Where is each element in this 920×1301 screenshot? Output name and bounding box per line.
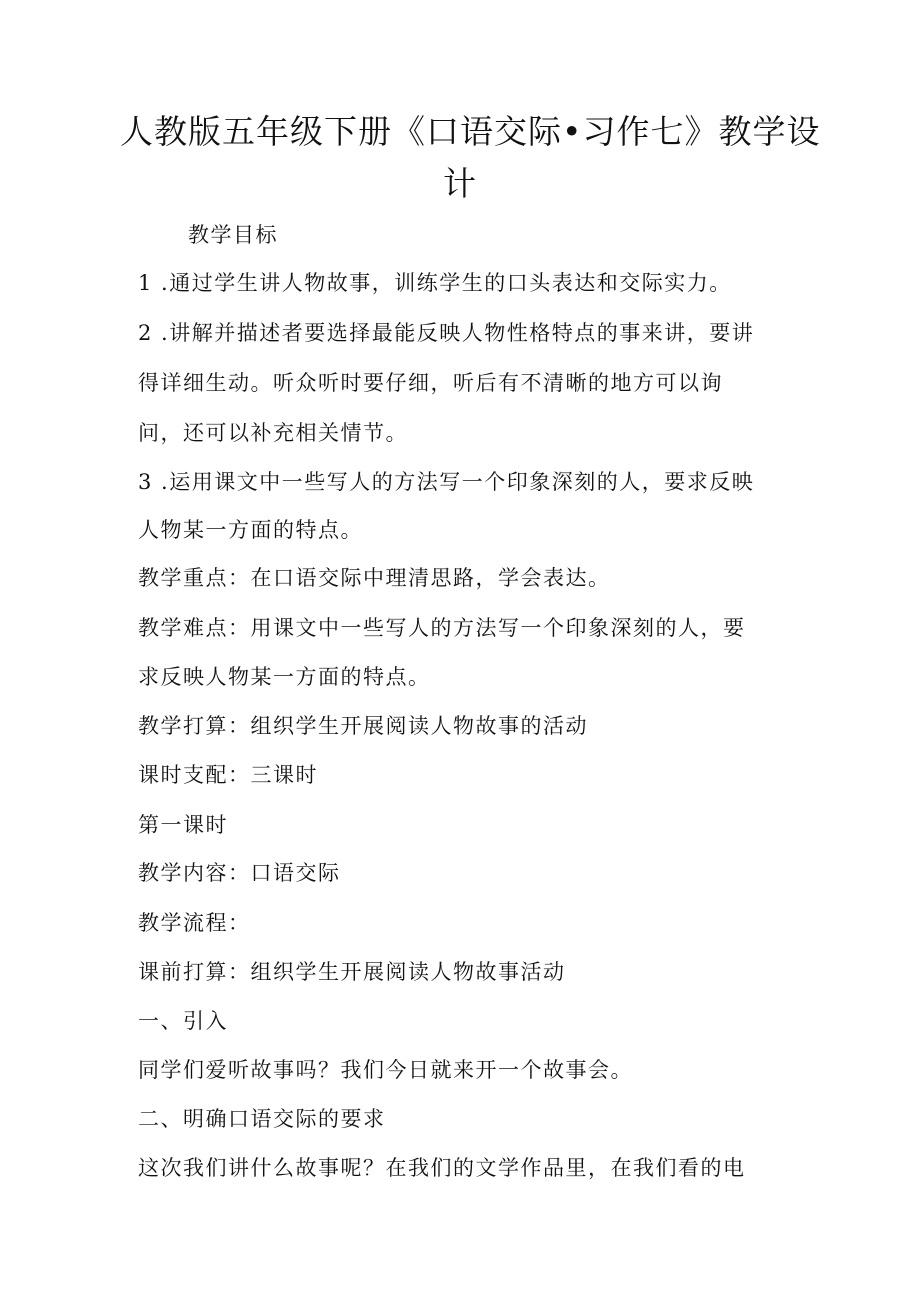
teaching-content: 教学内容：口语交际 <box>138 861 341 885</box>
document-title-line-1: 人教版五年级下册《口语交际•习作七》教学设 <box>120 112 821 151</box>
introduction-text: 同学们爱听故事吗？我们今日就来开一个故事会。 <box>138 1058 633 1082</box>
document-title-line-2: 计 <box>443 164 477 203</box>
difficulty-line-1: 教学难点：用课文中一些写人的方法写一个印象深刻的人，要 <box>138 616 746 640</box>
section-introduction: 一、引入 <box>138 1009 228 1033</box>
objective-2-line-3: 问，还可以补充相关情节。 <box>138 421 408 445</box>
class-hours: 课时支配：三课时 <box>138 763 318 787</box>
key-point: 教学重点：在口语交际中理清思路，学会表达。 <box>138 566 611 590</box>
difficulty-line-2: 求反映人物某一方面的特点。 <box>138 665 431 689</box>
objective-3-line-1: 3 .运用课文中一些写人的方法写一个印象深刻的人，要求反映 <box>138 470 755 494</box>
teaching-process: 教学流程： <box>138 911 251 935</box>
requirements-text: 这次我们讲什么故事呢？在我们的文学作品里，在我们看的电 <box>138 1156 746 1180</box>
lesson-one-heading: 第一课时 <box>138 813 228 837</box>
teaching-plan: 教学打算：组织学生开展阅读人物故事的活动 <box>138 714 588 738</box>
section-heading-objectives: 教学目标 <box>188 223 278 247</box>
pre-class-plan: 课前打算：组织学生开展阅读人物故事活动 <box>138 960 566 984</box>
objective-2-line-2: 得详细生动。听众听时要仔细，听后有不清晰的地方可以询 <box>138 371 723 395</box>
objective-2-line-1: 2 .讲解并描述者要选择最能反映人物性格特点的事来讲，要讲 <box>138 321 755 345</box>
section-requirements: 二、明确口语交际的要求 <box>138 1107 386 1131</box>
objective-3-line-2: 人物某一方面的特点。 <box>138 518 363 542</box>
objective-1: 1 .通过学生讲人物故事，训练学生的口头表达和交际实力。 <box>138 271 732 295</box>
